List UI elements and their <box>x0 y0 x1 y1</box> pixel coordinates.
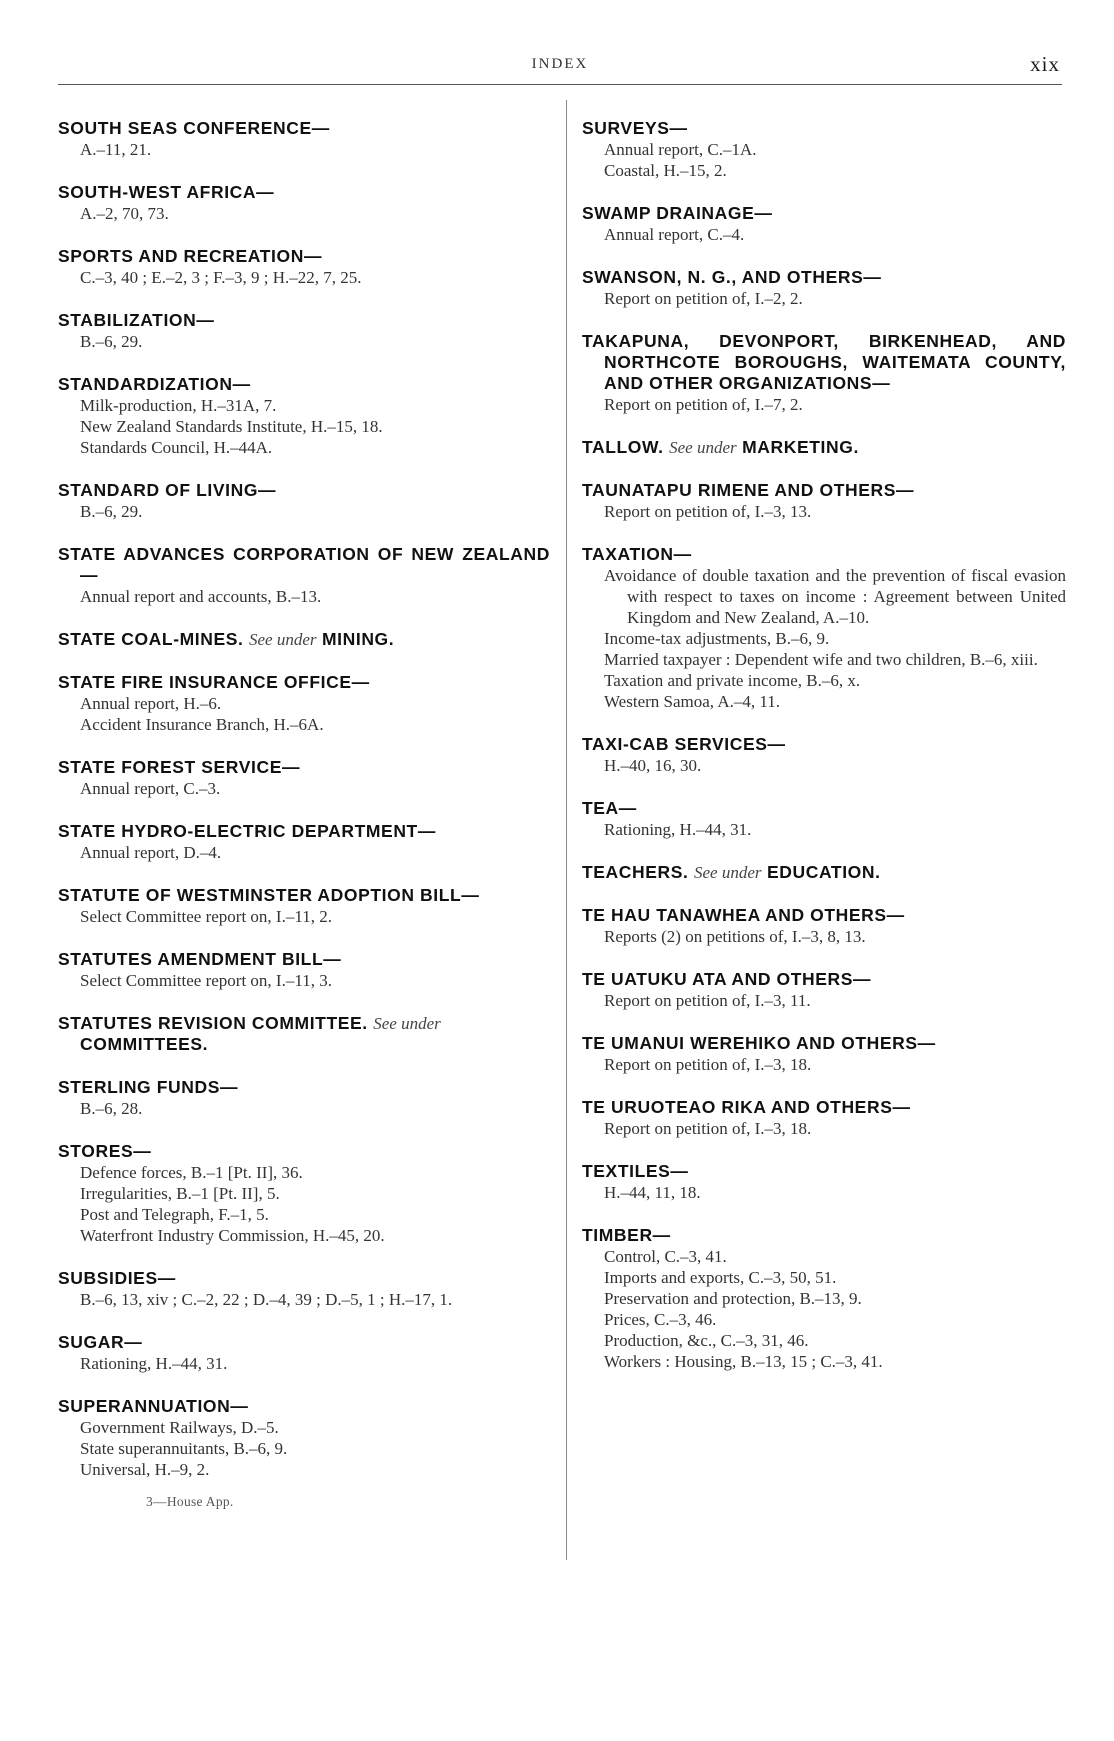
running-title: INDEX <box>531 56 589 72</box>
index-entry <box>582 267 1066 309</box>
entry-heading <box>58 246 550 267</box>
index-entry <box>58 118 550 160</box>
entry-heading-text: STANDARD OF LIVING— <box>58 480 277 500</box>
index-entry <box>582 798 1066 840</box>
entry-heading <box>582 118 1066 139</box>
entry-heading-text: TAKAPUNA, DEVONPORT, BIRKENHEAD, AND NORTHCOTE BOROUGHS, WAITEMATA COUNTY, AND OTHER ORGANIZATIONS— <box>582 331 1066 393</box>
index-entry <box>58 629 550 650</box>
entry-heading <box>58 1077 550 1098</box>
entry-heading <box>58 118 550 139</box>
index-entry <box>58 480 550 522</box>
index-entry <box>58 1332 550 1374</box>
cross-reference-target: MINING. <box>321 629 395 649</box>
index-entry <box>582 862 1066 883</box>
entry-heading-text: SPORTS AND RECREATION— <box>58 246 323 266</box>
entry-reference: Annual report, C.–4. <box>604 225 745 244</box>
entry-reference: Report on petition of, I.–3, 18. <box>604 1055 812 1074</box>
index-entry <box>582 1161 1066 1203</box>
entry-heading-text: STATUTE OF WESTMINSTER ADOPTION BILL— <box>58 885 480 905</box>
entry-reference: Select Committee report on, I.–11, 2. <box>80 907 332 926</box>
right-column <box>582 118 1066 1394</box>
entry-heading <box>582 437 1066 458</box>
index-entry <box>582 969 1066 1011</box>
see-under-label: See under <box>373 1014 441 1033</box>
entry-reference: Select Committee report on, I.–11, 3. <box>80 971 332 990</box>
entry-reference: Annual report, C.–3. <box>80 779 221 798</box>
entry-heading <box>58 1268 550 1289</box>
entry-heading <box>58 672 550 693</box>
entry-heading <box>582 480 1066 501</box>
entry-heading <box>58 310 550 331</box>
index-entry <box>582 1033 1066 1075</box>
index-entry <box>582 331 1066 415</box>
entry-heading <box>582 267 1066 288</box>
index-entry <box>58 1013 550 1055</box>
index-entry <box>58 310 550 352</box>
entry-reference: Waterfront Industry Commission, H.–45, 20. <box>80 1226 385 1245</box>
entry-heading-text: STATE ADVANCES CORPORATION OF NEW ZEALAND— <box>58 544 550 585</box>
entry-reference: Report on petition of, I.–3, 13. <box>604 502 812 521</box>
entry-heading <box>58 374 550 395</box>
index-entry <box>582 1225 1066 1372</box>
entry-reference: A.–2, 70, 73. <box>80 204 169 223</box>
entry-heading-text: TEA— <box>582 798 637 818</box>
index-entry <box>58 182 550 224</box>
entry-reference: B.–6, 29. <box>80 332 143 351</box>
entry-heading <box>58 1141 550 1162</box>
entry-reference: H.–44, 11, 18. <box>604 1183 701 1202</box>
entry-heading <box>582 734 1066 755</box>
entry-heading-text: TE URUOTEAO RIKA AND OTHERS— <box>582 1097 911 1117</box>
entry-heading <box>582 969 1066 990</box>
entry-reference: Post and Telegraph, F.–1, 5. <box>80 1205 269 1224</box>
entry-heading <box>582 544 1066 565</box>
left-column <box>58 118 550 1510</box>
entry-reference: Taxation and private income, B.–6, x. <box>604 671 861 690</box>
entry-heading-text: SUGAR— <box>58 1332 143 1352</box>
index-entry <box>58 757 550 799</box>
entry-heading <box>58 1332 550 1353</box>
see-under-label: See under <box>694 863 762 882</box>
entry-heading <box>582 331 1066 394</box>
entry-heading-text: STERLING FUNDS— <box>58 1077 239 1097</box>
index-entry <box>582 544 1066 712</box>
index-entry <box>582 905 1066 947</box>
entry-reference: C.–3, 40 ; E.–2, 3 ; F.–3, 9 ; H.–22, 7, 25. <box>80 268 362 287</box>
entry-heading-text: STATE HYDRO-ELECTRIC DEPARTMENT— <box>58 821 436 841</box>
entry-reference: Annual report, D.–4. <box>80 843 222 862</box>
index-entry <box>58 672 550 735</box>
entry-reference: Western Samoa, A.–4, 11. <box>604 692 781 711</box>
index-entry <box>58 544 550 607</box>
entry-reference: Control, C.–3, 41. <box>604 1247 727 1266</box>
entry-reference: Coastal, H.–15, 2. <box>604 161 727 180</box>
entry-heading <box>58 182 550 203</box>
entry-reference: State superannuitants, B.–6, 9. <box>80 1439 288 1458</box>
entry-heading-text: STANDARDIZATION— <box>58 374 251 394</box>
entry-heading-text: SUPERANNUATION— <box>58 1396 249 1416</box>
entry-heading-text: SUBSIDIES— <box>58 1268 176 1288</box>
entry-reference: Report on petition of, I.–3, 18. <box>604 1119 812 1138</box>
entry-reference: H.–40, 16, 30. <box>604 756 702 775</box>
index-entry <box>58 885 550 927</box>
cross-reference-target: MARKETING. <box>742 437 859 457</box>
index-entry <box>58 949 550 991</box>
entry-heading-text: STATE COAL-MINES. <box>58 629 244 649</box>
index-entry <box>582 1097 1066 1139</box>
entry-reference: B.–6, 28. <box>80 1099 143 1118</box>
entry-reference: Preservation and protection, B.–13, 9. <box>604 1289 862 1308</box>
entry-heading-text: STATE FIRE INSURANCE OFFICE— <box>58 672 370 692</box>
index-entry <box>58 1396 550 1480</box>
entry-reference: Report on petition of, I.–3, 11. <box>604 991 811 1010</box>
entry-heading <box>582 1225 1066 1246</box>
entry-heading <box>582 203 1066 224</box>
index-entry <box>58 821 550 863</box>
index-entry <box>582 437 1066 458</box>
entry-heading-text: STORES— <box>58 1141 152 1161</box>
entry-reference: Production, &c., C.–3, 31, 46. <box>604 1331 809 1350</box>
entry-reference: Universal, H.–9, 2. <box>80 1460 210 1479</box>
index-entry <box>58 246 550 288</box>
entry-reference: Reports (2) on petitions of, I.–3, 8, 13. <box>604 927 866 946</box>
index-entry <box>58 1077 550 1119</box>
entry-reference: Irregularities, B.–1 [Pt. II], 5. <box>80 1184 280 1203</box>
entry-heading-text: TAUNATAPU RIMENE AND OTHERS— <box>582 480 915 500</box>
entry-heading-text: TAXI-CAB SERVICES— <box>582 734 786 754</box>
entry-heading-text: TE HAU TANAWHEA AND OTHERS— <box>582 905 905 925</box>
entry-heading-text: SOUTH-WEST AFRICA— <box>58 182 275 202</box>
entry-heading-text: TEACHERS. <box>582 862 689 882</box>
index-entry <box>582 734 1066 776</box>
entry-reference: B.–6, 29. <box>80 502 143 521</box>
entry-heading-text: TALLOW. <box>582 437 664 457</box>
page-header <box>58 52 1062 85</box>
entry-reference: Annual report, C.–1A. <box>604 140 757 159</box>
column-divider <box>566 100 567 1560</box>
entry-heading <box>58 1013 550 1055</box>
index-entry <box>58 1268 550 1310</box>
entry-heading <box>58 757 550 778</box>
entry-heading <box>582 1033 1066 1054</box>
cross-reference-target: EDUCATION. <box>766 862 881 882</box>
entry-heading <box>582 905 1066 926</box>
entry-reference: Accident Insurance Branch, H.–6A. <box>80 715 324 734</box>
entry-heading <box>58 949 550 970</box>
entry-reference: Annual report and accounts, B.–13. <box>80 587 322 606</box>
see-under-label: See under <box>669 438 737 457</box>
entry-heading-text: STATE FOREST SERVICE— <box>58 757 301 777</box>
index-entry <box>582 203 1066 245</box>
entry-heading <box>582 798 1066 819</box>
entry-reference: Prices, C.–3, 46. <box>604 1310 717 1329</box>
see-under-label: See under <box>249 630 317 649</box>
entry-heading <box>58 1396 550 1417</box>
entry-reference: Imports and exports, C.–3, 50, 51. <box>604 1268 837 1287</box>
entry-reference: Report on petition of, I.–2, 2. <box>604 289 803 308</box>
index-entry <box>58 374 550 458</box>
entry-heading-text: SURVEYS— <box>582 118 688 138</box>
entry-reference: Defence forces, B.–1 [Pt. II], 36. <box>80 1163 303 1182</box>
entry-reference: Milk-production, H.–31A, 7. <box>80 396 277 415</box>
entry-heading <box>582 1161 1066 1182</box>
entry-heading-text: STATUTES REVISION COMMITTEE. <box>58 1013 368 1033</box>
entry-reference: Standards Council, H.–44A. <box>80 438 273 457</box>
entry-heading <box>582 862 1066 883</box>
index-entry <box>582 480 1066 522</box>
entry-reference: Married taxpayer : Dependent wife and two children, B.–6, xiii. <box>604 650 1038 669</box>
footer-note: 3—House App. <box>146 1494 234 1509</box>
entry-heading-text: STATUTES AMENDMENT BILL— <box>58 949 342 969</box>
entry-heading-text: TE UMANUI WEREHIKO AND OTHERS— <box>582 1033 936 1053</box>
page-number: xix <box>1030 52 1060 76</box>
entry-heading-text: TIMBER— <box>582 1225 671 1245</box>
cross-reference-target: COMMITTEES. <box>80 1034 209 1054</box>
entry-reference: A.–11, 21. <box>80 140 152 159</box>
entry-reference: Avoidance of double taxation and the prevention of fiscal evasion with respect to taxes on income : Agreement between United Kingdom and New Zealand, A.–10. <box>604 566 1066 627</box>
entry-heading-text: TAXATION— <box>582 544 692 564</box>
entry-reference: Workers : Housing, B.–13, 15 ; C.–3, 41. <box>604 1352 883 1371</box>
entry-heading-text: TE UATUKU ATA AND OTHERS— <box>582 969 872 989</box>
entry-reference: Rationing, H.–44, 31. <box>80 1354 228 1373</box>
index-entry <box>58 1141 550 1246</box>
entry-reference: Annual report, H.–6. <box>80 694 222 713</box>
entry-heading-text: SWANSON, N. G., AND OTHERS— <box>582 267 882 287</box>
entry-reference: New Zealand Standards Institute, H.–15, 18. <box>80 417 383 436</box>
entry-reference: Government Railways, D.–5. <box>80 1418 279 1437</box>
entry-heading <box>58 821 550 842</box>
entry-reference: Report on petition of, I.–7, 2. <box>604 395 803 414</box>
entry-heading-text: STABILIZATION— <box>58 310 215 330</box>
entry-heading <box>58 885 550 906</box>
entry-heading <box>58 544 550 586</box>
index-entry <box>582 118 1066 181</box>
entry-heading <box>58 629 550 650</box>
entry-heading <box>582 1097 1066 1118</box>
entry-heading-text: SWAMP DRAINAGE— <box>582 203 773 223</box>
entry-heading <box>58 480 550 501</box>
entry-reference: Income-tax adjustments, B.–6, 9. <box>604 629 830 648</box>
entry-reference: B.–6, 13, xiv ; C.–2, 22 ; D.–4, 39 ; D.–5, 1 ; H.–17, 1. <box>80 1290 453 1309</box>
entry-heading-text: TEXTILES— <box>582 1161 689 1181</box>
entry-heading-text: SOUTH SEAS CONFERENCE— <box>58 118 330 138</box>
entry-reference: Rationing, H.–44, 31. <box>604 820 752 839</box>
